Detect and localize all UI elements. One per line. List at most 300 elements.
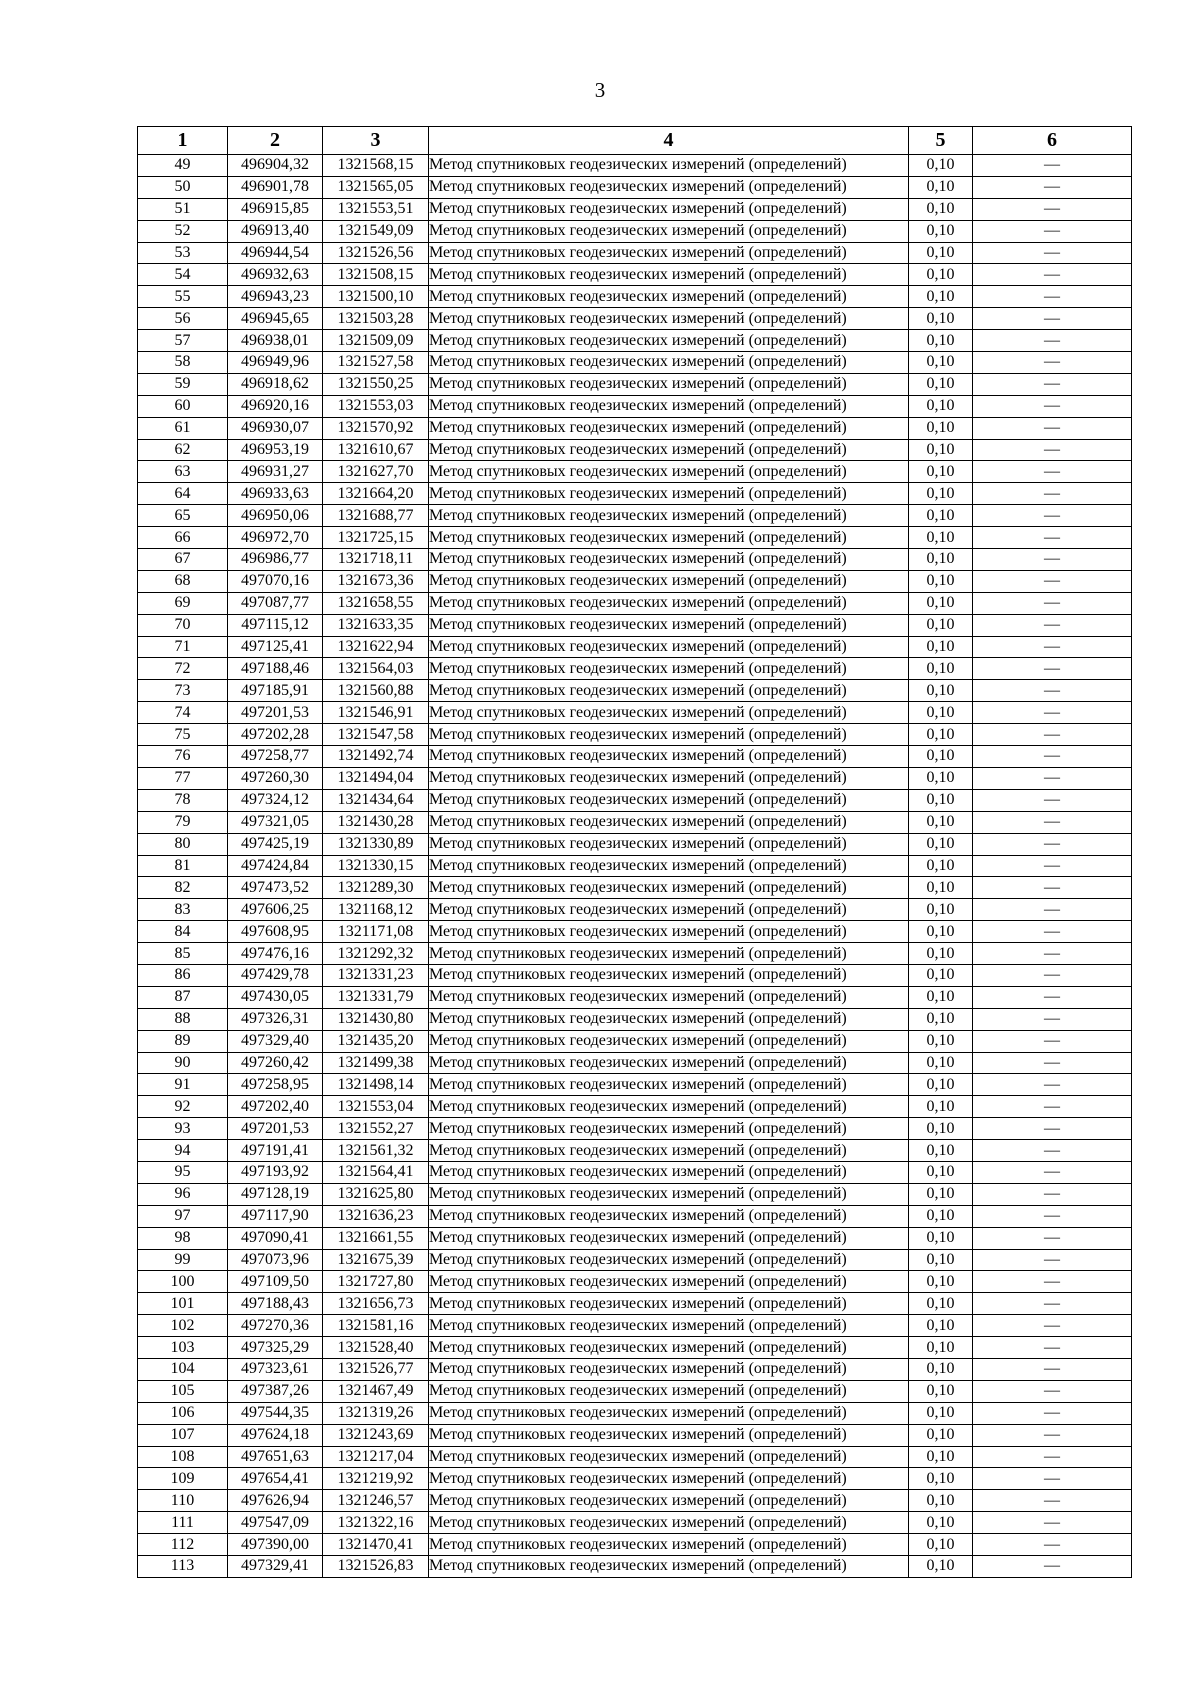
page-number: 3 xyxy=(594,78,606,102)
cell-note: — xyxy=(973,614,1132,636)
cell-point-number: 108 xyxy=(138,1446,228,1468)
cell-coordinate-y: 1321725,15 xyxy=(323,527,429,549)
cell-accuracy: 0,10 xyxy=(909,527,973,549)
cell-coordinate-y: 1321664,20 xyxy=(323,483,429,505)
cell-coordinate-x: 497626,94 xyxy=(228,1490,323,1512)
cell-coordinate-y: 1321622,94 xyxy=(323,636,429,658)
cell-coordinate-y: 1321675,39 xyxy=(323,1249,429,1271)
table-row xyxy=(138,1337,1132,1359)
cell-coordinate-x: 497425,19 xyxy=(228,833,323,855)
cell-coordinate-y: 1321550,25 xyxy=(323,373,429,395)
table-row xyxy=(138,242,1132,264)
table-row xyxy=(138,570,1132,592)
cell-accuracy: 0,10 xyxy=(909,308,973,330)
table-row xyxy=(138,746,1132,768)
cell-coordinate-y: 1321560,88 xyxy=(323,680,429,702)
table-row xyxy=(138,1052,1132,1074)
cell-note: — xyxy=(973,1074,1132,1096)
cell-accuracy: 0,10 xyxy=(909,483,973,505)
cell-coordinate-x: 497185,91 xyxy=(228,680,323,702)
cell-accuracy: 0,10 xyxy=(909,811,973,833)
cell-accuracy: 0,10 xyxy=(909,242,973,264)
cell-method: Метод спутниковых геодезических измерений (определений) xyxy=(429,680,909,702)
cell-note: — xyxy=(973,1402,1132,1424)
cell-accuracy: 0,10 xyxy=(909,1052,973,1074)
cell-coordinate-x: 497473,52 xyxy=(228,877,323,899)
cell-method: Метод спутниковых геодезических измерений (определений) xyxy=(429,921,909,943)
cell-accuracy: 0,10 xyxy=(909,549,973,571)
cell-coordinate-x: 497329,40 xyxy=(228,1030,323,1052)
cell-method: Метод спутниковых геодезических измерений (определений) xyxy=(429,1468,909,1490)
cell-method: Метод спутниковых геодезических измерений (определений) xyxy=(429,570,909,592)
cell-method: Метод спутниковых геодезических измерений (определений) xyxy=(429,1512,909,1534)
cell-accuracy: 0,10 xyxy=(909,1556,973,1578)
cell-note: — xyxy=(973,833,1132,855)
cell-method: Метод спутниковых геодезических измерений (определений) xyxy=(429,1402,909,1424)
cell-point-number: 71 xyxy=(138,636,228,658)
cell-note: — xyxy=(973,1380,1132,1402)
cell-point-number: 89 xyxy=(138,1030,228,1052)
cell-method: Метод спутниковых геодезических измерений (определений) xyxy=(429,943,909,965)
cell-coordinate-x: 497202,40 xyxy=(228,1096,323,1118)
cell-coordinate-x: 496932,63 xyxy=(228,264,323,286)
table-row xyxy=(138,1227,1132,1249)
cell-coordinate-y: 1321564,41 xyxy=(323,1161,429,1183)
cell-note: — xyxy=(973,1315,1132,1337)
cell-accuracy: 0,10 xyxy=(909,155,973,177)
cell-coordinate-x: 497326,31 xyxy=(228,1008,323,1030)
cell-note: — xyxy=(973,877,1132,899)
cell-coordinate-y: 1321581,16 xyxy=(323,1315,429,1337)
cell-coordinate-x: 497476,16 xyxy=(228,943,323,965)
cell-note: — xyxy=(973,220,1132,242)
cell-point-number: 54 xyxy=(138,264,228,286)
cell-coordinate-x: 497270,36 xyxy=(228,1315,323,1337)
cell-point-number: 55 xyxy=(138,286,228,308)
cell-point-number: 88 xyxy=(138,1008,228,1030)
cell-accuracy: 0,10 xyxy=(909,1227,973,1249)
cell-method: Метод спутниковых геодезических измерений (определений) xyxy=(429,1556,909,1578)
cell-coordinate-x: 496949,96 xyxy=(228,352,323,374)
table-row xyxy=(138,1271,1132,1293)
cell-point-number: 98 xyxy=(138,1227,228,1249)
cell-coordinate-y: 1321168,12 xyxy=(323,899,429,921)
cell-note: — xyxy=(973,724,1132,746)
table-row xyxy=(138,155,1132,177)
cell-coordinate-y: 1321292,32 xyxy=(323,943,429,965)
cell-note: — xyxy=(973,570,1132,592)
cell-note: — xyxy=(973,198,1132,220)
cell-point-number: 100 xyxy=(138,1271,228,1293)
cell-note: — xyxy=(973,636,1132,658)
cell-method: Метод спутниковых геодезических измерений (определений) xyxy=(429,1205,909,1227)
cell-coordinate-x: 497201,53 xyxy=(228,1118,323,1140)
cell-coordinate-y: 1321500,10 xyxy=(323,286,429,308)
cell-method: Метод спутниковых геодезических измерений (определений) xyxy=(429,986,909,1008)
cell-accuracy: 0,10 xyxy=(909,505,973,527)
table-row xyxy=(138,220,1132,242)
cell-accuracy: 0,10 xyxy=(909,636,973,658)
cell-point-number: 52 xyxy=(138,220,228,242)
table-row xyxy=(138,1249,1132,1271)
cell-method: Метод спутниковых геодезических измерений (определений) xyxy=(429,1008,909,1030)
cell-coordinate-y: 1321467,49 xyxy=(323,1380,429,1402)
cell-note: — xyxy=(973,1052,1132,1074)
table-row xyxy=(138,921,1132,943)
table-row xyxy=(138,439,1132,461)
cell-coordinate-y: 1321331,23 xyxy=(323,964,429,986)
cell-note: — xyxy=(973,395,1132,417)
table-row xyxy=(138,1402,1132,1424)
cell-accuracy: 0,10 xyxy=(909,395,973,417)
cell-method: Метод спутниковых геодезических измерений (определений) xyxy=(429,1118,909,1140)
cell-point-number: 102 xyxy=(138,1315,228,1337)
cell-point-number: 53 xyxy=(138,242,228,264)
cell-accuracy: 0,10 xyxy=(909,461,973,483)
cell-method: Метод спутниковых геодезических измерений (определений) xyxy=(429,1052,909,1074)
cell-coordinate-x: 497258,95 xyxy=(228,1074,323,1096)
cell-accuracy: 0,10 xyxy=(909,1315,973,1337)
table-row xyxy=(138,417,1132,439)
cell-note: — xyxy=(973,352,1132,374)
cell-point-number: 109 xyxy=(138,1468,228,1490)
cell-coordinate-x: 497260,42 xyxy=(228,1052,323,1074)
table-row xyxy=(138,352,1132,374)
cell-point-number: 84 xyxy=(138,921,228,943)
table-row xyxy=(138,1446,1132,1468)
cell-accuracy: 0,10 xyxy=(909,680,973,702)
cell-method: Метод спутниковых геодезических измерений (определений) xyxy=(429,1358,909,1380)
cell-accuracy: 0,10 xyxy=(909,877,973,899)
cell-method: Метод спутниковых геодезических измерений (определений) xyxy=(429,1337,909,1359)
cell-coordinate-y: 1321727,80 xyxy=(323,1271,429,1293)
cell-point-number: 112 xyxy=(138,1534,228,1556)
cell-method: Метод спутниковых геодезических измерений (определений) xyxy=(429,1293,909,1315)
cell-point-number: 68 xyxy=(138,570,228,592)
cell-note: — xyxy=(973,1337,1132,1359)
cell-accuracy: 0,10 xyxy=(909,1512,973,1534)
cell-accuracy: 0,10 xyxy=(909,1249,973,1271)
cell-point-number: 87 xyxy=(138,986,228,1008)
table-row xyxy=(138,1183,1132,1205)
cell-coordinate-y: 1321661,55 xyxy=(323,1227,429,1249)
cell-coordinate-y: 1321553,51 xyxy=(323,198,429,220)
cell-point-number: 95 xyxy=(138,1161,228,1183)
table-row xyxy=(138,461,1132,483)
cell-accuracy: 0,10 xyxy=(909,330,973,352)
cell-note: — xyxy=(973,527,1132,549)
cell-accuracy: 0,10 xyxy=(909,614,973,636)
cell-method: Метод спутниковых геодезических измерений (определений) xyxy=(429,658,909,680)
cell-coordinate-y: 1321430,28 xyxy=(323,811,429,833)
cell-method: Метод спутниковых геодезических измерений (определений) xyxy=(429,417,909,439)
cell-accuracy: 0,10 xyxy=(909,767,973,789)
cell-coordinate-x: 497073,96 xyxy=(228,1249,323,1271)
cell-coordinate-y: 1321553,04 xyxy=(323,1096,429,1118)
column-header-5: 5 xyxy=(909,127,973,155)
cell-method: Метод спутниковых геодезических измерений (определений) xyxy=(429,1271,909,1293)
cell-method: Метод спутниковых геодезических измерений (определений) xyxy=(429,789,909,811)
cell-accuracy: 0,10 xyxy=(909,592,973,614)
cell-note: — xyxy=(973,286,1132,308)
cell-method: Метод спутниковых геодезических измерений (определений) xyxy=(429,1534,909,1556)
table-row xyxy=(138,1534,1132,1556)
cell-coordinate-x: 496943,23 xyxy=(228,286,323,308)
cell-coordinate-x: 496904,32 xyxy=(228,155,323,177)
cell-accuracy: 0,10 xyxy=(909,176,973,198)
table-row xyxy=(138,592,1132,614)
cell-method: Метод спутниковых геодезических измерений (определений) xyxy=(429,198,909,220)
cell-coordinate-x: 497544,35 xyxy=(228,1402,323,1424)
cell-method: Метод спутниковых геодезических измерений (определений) xyxy=(429,505,909,527)
cell-coordinate-x: 496920,16 xyxy=(228,395,323,417)
table-header-row xyxy=(138,127,1132,155)
cell-accuracy: 0,10 xyxy=(909,1358,973,1380)
cell-note: — xyxy=(973,242,1132,264)
table-row xyxy=(138,1030,1132,1052)
cell-accuracy: 0,10 xyxy=(909,264,973,286)
cell-accuracy: 0,10 xyxy=(909,746,973,768)
cell-coordinate-x: 497260,30 xyxy=(228,767,323,789)
cell-note: — xyxy=(973,1118,1132,1140)
cell-point-number: 78 xyxy=(138,789,228,811)
cell-note: — xyxy=(973,746,1132,768)
table-row xyxy=(138,724,1132,746)
cell-coordinate-y: 1321509,09 xyxy=(323,330,429,352)
table-row xyxy=(138,373,1132,395)
cell-note: — xyxy=(973,417,1132,439)
cell-coordinate-x: 496950,06 xyxy=(228,505,323,527)
cell-point-number: 58 xyxy=(138,352,228,374)
cell-note: — xyxy=(973,155,1132,177)
cell-coordinate-x: 496901,78 xyxy=(228,176,323,198)
cell-method: Метод спутниковых геодезических измерений (определений) xyxy=(429,767,909,789)
cell-point-number: 49 xyxy=(138,155,228,177)
table-row xyxy=(138,1490,1132,1512)
cell-coordinate-x: 497090,41 xyxy=(228,1227,323,1249)
cell-note: — xyxy=(973,461,1132,483)
cell-coordinate-y: 1321319,26 xyxy=(323,1402,429,1424)
cell-coordinate-y: 1321627,70 xyxy=(323,461,429,483)
cell-coordinate-y: 1321688,77 xyxy=(323,505,429,527)
column-header-6: 6 xyxy=(973,127,1132,155)
cell-coordinate-y: 1321564,03 xyxy=(323,658,429,680)
cell-accuracy: 0,10 xyxy=(909,1183,973,1205)
cell-accuracy: 0,10 xyxy=(909,1380,973,1402)
cell-point-number: 82 xyxy=(138,877,228,899)
cell-coordinate-y: 1321322,16 xyxy=(323,1512,429,1534)
cell-method: Метод спутниковых геодезических измерений (определений) xyxy=(429,352,909,374)
cell-accuracy: 0,10 xyxy=(909,352,973,374)
cell-coordinate-y: 1321503,28 xyxy=(323,308,429,330)
cell-point-number: 77 xyxy=(138,767,228,789)
cell-coordinate-y: 1321549,09 xyxy=(323,220,429,242)
cell-point-number: 60 xyxy=(138,395,228,417)
cell-coordinate-x: 497430,05 xyxy=(228,986,323,1008)
cell-accuracy: 0,10 xyxy=(909,1205,973,1227)
cell-method: Метод спутниковых геодезических измерений (определений) xyxy=(429,1074,909,1096)
cell-note: — xyxy=(973,549,1132,571)
cell-method: Метод спутниковых геодезических измерений (определений) xyxy=(429,1249,909,1271)
cell-note: — xyxy=(973,789,1132,811)
cell-point-number: 56 xyxy=(138,308,228,330)
table-row xyxy=(138,1358,1132,1380)
cell-note: — xyxy=(973,1556,1132,1578)
cell-coordinate-y: 1321610,67 xyxy=(323,439,429,461)
cell-point-number: 69 xyxy=(138,592,228,614)
cell-method: Метод спутниковых геодезических измерений (определений) xyxy=(429,395,909,417)
table-row xyxy=(138,1424,1132,1446)
cell-method: Метод спутниковых геодезических измерений (определений) xyxy=(429,461,909,483)
cell-method: Метод спутниковых геодезических измерений (определений) xyxy=(429,1140,909,1162)
cell-note: — xyxy=(973,1249,1132,1271)
table-row xyxy=(138,1008,1132,1030)
cell-point-number: 62 xyxy=(138,439,228,461)
table-row xyxy=(138,855,1132,877)
cell-point-number: 57 xyxy=(138,330,228,352)
table-row xyxy=(138,789,1132,811)
cell-coordinate-x: 497188,46 xyxy=(228,658,323,680)
cell-method: Метод спутниковых геодезических измерений (определений) xyxy=(429,614,909,636)
table-row xyxy=(138,1205,1132,1227)
cell-note: — xyxy=(973,505,1132,527)
cell-point-number: 65 xyxy=(138,505,228,527)
cell-method: Метод спутниковых геодезических измерений (определений) xyxy=(429,439,909,461)
cell-point-number: 51 xyxy=(138,198,228,220)
cell-point-number: 74 xyxy=(138,702,228,724)
cell-method: Метод спутниковых геодезических измерений (определений) xyxy=(429,242,909,264)
cell-point-number: 97 xyxy=(138,1205,228,1227)
cell-coordinate-x: 497606,25 xyxy=(228,899,323,921)
table-row xyxy=(138,833,1132,855)
cell-coordinate-y: 1321658,55 xyxy=(323,592,429,614)
cell-method: Метод спутниковых геодезических измерений (определений) xyxy=(429,549,909,571)
table-row xyxy=(138,964,1132,986)
cell-coordinate-y: 1321526,77 xyxy=(323,1358,429,1380)
cell-coordinate-x: 497429,78 xyxy=(228,964,323,986)
cell-coordinate-y: 1321565,05 xyxy=(323,176,429,198)
table-row xyxy=(138,811,1132,833)
cell-accuracy: 0,10 xyxy=(909,1468,973,1490)
table-row xyxy=(138,308,1132,330)
cell-coordinate-x: 497191,41 xyxy=(228,1140,323,1162)
cell-method: Метод спутниковых геодезических измерений (определений) xyxy=(429,855,909,877)
column-header-2: 2 xyxy=(228,127,323,155)
cell-coordinate-y: 1321430,80 xyxy=(323,1008,429,1030)
table-row xyxy=(138,702,1132,724)
cell-coordinate-y: 1321289,30 xyxy=(323,877,429,899)
cell-note: — xyxy=(973,1096,1132,1118)
cell-coordinate-x: 497117,90 xyxy=(228,1205,323,1227)
cell-accuracy: 0,10 xyxy=(909,417,973,439)
cell-accuracy: 0,10 xyxy=(909,1293,973,1315)
cell-point-number: 72 xyxy=(138,658,228,680)
cell-coordinate-y: 1321171,08 xyxy=(323,921,429,943)
table-row xyxy=(138,505,1132,527)
cell-note: — xyxy=(973,592,1132,614)
cell-note: — xyxy=(973,1424,1132,1446)
cell-point-number: 92 xyxy=(138,1096,228,1118)
cell-coordinate-x: 497193,92 xyxy=(228,1161,323,1183)
cell-note: — xyxy=(973,1161,1132,1183)
cell-point-number: 85 xyxy=(138,943,228,965)
cell-note: — xyxy=(973,330,1132,352)
cell-coordinate-x: 496945,65 xyxy=(228,308,323,330)
cell-accuracy: 0,10 xyxy=(909,943,973,965)
cell-method: Метод спутниковых геодезических измерений (определений) xyxy=(429,286,909,308)
cell-accuracy: 0,10 xyxy=(909,1074,973,1096)
cell-coordinate-y: 1321434,64 xyxy=(323,789,429,811)
cell-method: Метод спутниковых геодезических измерений (определений) xyxy=(429,724,909,746)
cell-method: Метод спутниковых геодезических измерений (определений) xyxy=(429,1183,909,1205)
cell-method: Метод спутниковых геодезических измерений (определений) xyxy=(429,702,909,724)
cell-note: — xyxy=(973,1227,1132,1249)
cell-note: — xyxy=(973,308,1132,330)
cell-note: — xyxy=(973,1183,1132,1205)
cell-note: — xyxy=(973,964,1132,986)
table-row xyxy=(138,658,1132,680)
cell-coordinate-y: 1321552,27 xyxy=(323,1118,429,1140)
cell-method: Метод спутниковых геодезических измерений (определений) xyxy=(429,527,909,549)
cell-point-number: 106 xyxy=(138,1402,228,1424)
cell-accuracy: 0,10 xyxy=(909,373,973,395)
cell-coordinate-x: 497329,41 xyxy=(228,1556,323,1578)
cell-point-number: 50 xyxy=(138,176,228,198)
cell-note: — xyxy=(973,483,1132,505)
cell-coordinate-x: 496953,19 xyxy=(228,439,323,461)
cell-point-number: 103 xyxy=(138,1337,228,1359)
cell-coordinate-x: 497547,09 xyxy=(228,1512,323,1534)
cell-coordinate-x: 497323,61 xyxy=(228,1358,323,1380)
cell-point-number: 70 xyxy=(138,614,228,636)
cell-accuracy: 0,10 xyxy=(909,833,973,855)
cell-point-number: 110 xyxy=(138,1490,228,1512)
cell-coordinate-y: 1321219,92 xyxy=(323,1468,429,1490)
cell-accuracy: 0,10 xyxy=(909,1490,973,1512)
cell-method: Метод спутниковых геодезических измерений (определений) xyxy=(429,833,909,855)
cell-note: — xyxy=(973,1140,1132,1162)
cell-note: — xyxy=(973,1446,1132,1468)
cell-method: Метод спутниковых геодезических измерений (определений) xyxy=(429,1446,909,1468)
cell-note: — xyxy=(973,1205,1132,1227)
cell-coordinate-y: 1321508,15 xyxy=(323,264,429,286)
cell-coordinate-y: 1321494,04 xyxy=(323,767,429,789)
cell-note: — xyxy=(973,811,1132,833)
table-row xyxy=(138,1161,1132,1183)
cell-method: Метод спутниковых геодезических измерений (определений) xyxy=(429,636,909,658)
cell-coordinate-x: 497387,26 xyxy=(228,1380,323,1402)
cell-coordinate-x: 496933,63 xyxy=(228,483,323,505)
table-row xyxy=(138,483,1132,505)
cell-coordinate-y: 1321625,80 xyxy=(323,1183,429,1205)
cell-point-number: 101 xyxy=(138,1293,228,1315)
cell-note: — xyxy=(973,680,1132,702)
cell-coordinate-y: 1321633,35 xyxy=(323,614,429,636)
cell-point-number: 59 xyxy=(138,373,228,395)
cell-coordinate-y: 1321547,58 xyxy=(323,724,429,746)
cell-point-number: 80 xyxy=(138,833,228,855)
cell-coordinate-y: 1321570,92 xyxy=(323,417,429,439)
cell-coordinate-y: 1321526,83 xyxy=(323,1556,429,1578)
cell-point-number: 111 xyxy=(138,1512,228,1534)
cell-accuracy: 0,10 xyxy=(909,855,973,877)
cell-note: — xyxy=(973,986,1132,1008)
cell-point-number: 61 xyxy=(138,417,228,439)
cell-accuracy: 0,10 xyxy=(909,1140,973,1162)
cell-coordinate-x: 497424,84 xyxy=(228,855,323,877)
cell-coordinate-x: 497390,00 xyxy=(228,1534,323,1556)
cell-accuracy: 0,10 xyxy=(909,1096,973,1118)
